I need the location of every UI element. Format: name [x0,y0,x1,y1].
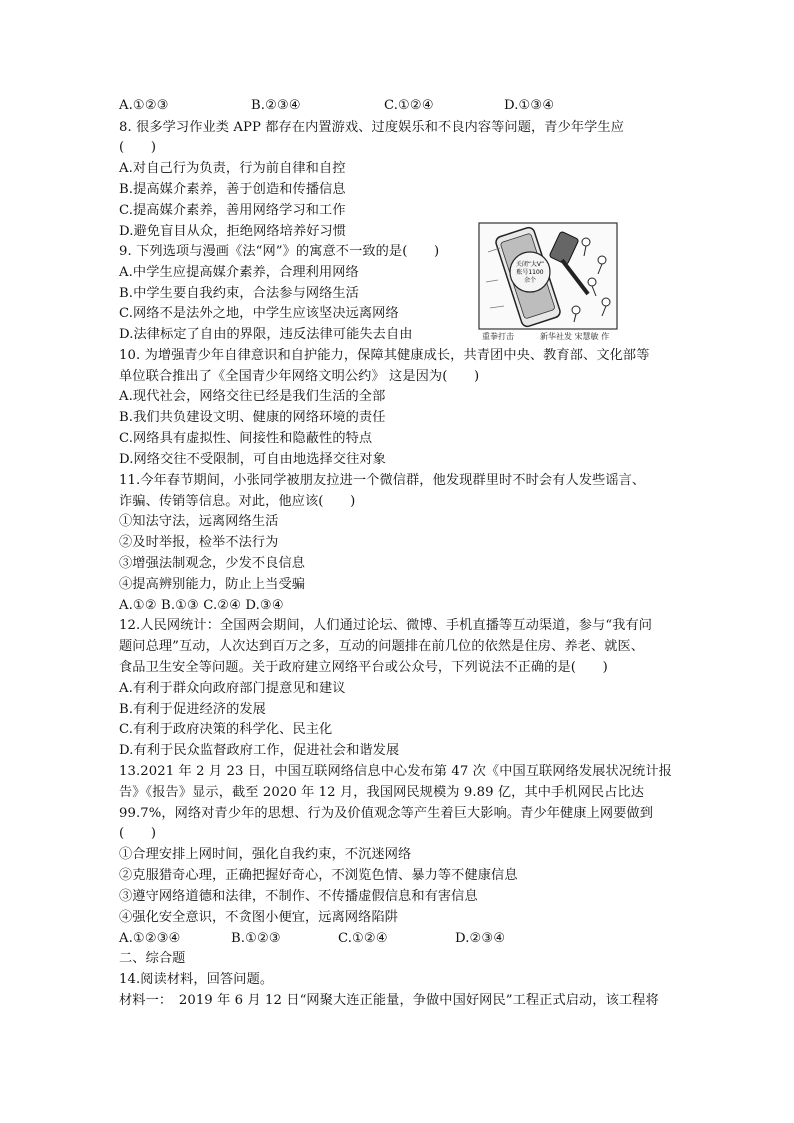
q13-item-2: ②克服猎奇心理，正确把握好奇心，不浏览色情、暴力等不健康信息 [119,868,518,883]
q12-option-a: A.有利于群众向政府部门提意见和建议 [119,681,346,696]
cartoon-caption-left: 重拳打击 [482,332,514,341]
q12-option-b: B.有利于促进经济的发展 [119,702,266,717]
q9-option-d: D.法律标定了自由的界限，违反法律可能失去自由 [119,327,413,342]
q11-stem-line2: 诈骗、传销等信息。对此，他应该( ) [119,494,356,509]
q7-option-c: C.①②④ [384,98,434,113]
q14-material1: 材料一： 2019 年 6 月 12 日“网聚大连正能量，争做中国好网民”工程正式启动，该工程将 [119,993,659,1008]
q14-stem: 14.阅读材料，回答问题。 [119,972,274,987]
q13-stem-line3: 99.7%，网络对青少年的思想、行为及价值观念等产生着巨大影响。青少年健康上网要做到 [119,806,654,821]
q11-item-2: ②及时举报，检举不法行为 [119,535,279,550]
q10-option-b: B.我们共负建设文明、健康的网络环境的责任 [119,410,386,425]
q8-blank: ( ) [119,140,157,155]
q8-option-c: C.提高媒介素养，善用网络学习和工作 [119,203,346,218]
cartoon-sign-line1: 关闭“大V” [515,261,545,268]
q13-blank: ( ) [119,826,157,841]
q8-option-b: B.提高媒介素养，善于创造和传播信息 [119,182,346,197]
q10-option-c: C.网络具有虚拟性、间接性和隐蔽性的特点 [119,431,373,446]
q11-item-3: ③增强法制观念，少发不良信息 [119,556,306,571]
q12-stem-line3: 食品卫生安全等问题。关于政府建立网络平台或公众号，下列说法不正确的是( ) [119,660,608,675]
q8-option-d: D.避免盲目从众，拒绝网络培养好习惯 [119,224,347,239]
cartoon-caption-right: 新华社发 宋慧敏 作 [540,332,610,341]
q8-option-a: A.对自己行为负责，行为前自律和自控 [119,161,346,176]
q13-item-4: ④强化安全意识，不贪图小便宜，远离网络陷阱 [119,910,399,925]
q13-stem-line2: 告》《报告》显示，截至 2020 年 12 月，我国网民规模为 9.89 亿，其中手机网民占比达 [119,785,645,800]
q7-option-d: D.①③④ [504,98,555,113]
q10-option-a: A.现代社会，网络交往已经是我们生活的全部 [119,389,386,404]
q7-option-b: B.②③④ [251,98,301,113]
q13-option-d: D.②③④ [455,931,506,946]
q12-option-c: C.有利于政府决策的科学化、民主化 [119,722,333,737]
q13-item-3: ③遵守网络道德和法律，不制作、不传播虚假信息和有害信息 [119,889,478,904]
q13-stem-line1: 13.2021 年 2 月 23 日，中国互联网络信息中心发布第 47 次《中国互联网络发展状况统计报 [119,764,672,779]
q9-option-a: A.中学生应提高媒介素养，合理利用网络 [119,265,359,280]
q9-option-c: C.网络不是法外之地，中学生应该坚决远离网络 [119,306,399,321]
q11-item-4: ④提高辨别能力，防止上当受骗 [119,577,306,592]
q9-stem: 9. 下列选项与漫画《法“网”》的寓意不一致的是( ) [119,244,440,259]
q10-option-d: D.网络交往不受限制，可自由地选择交往对象 [119,452,386,467]
q13-option-b: B.①②③ [231,931,281,946]
q12-stem-line1: 12.人民网统计：全国两会期间，人们通过论坛、微博、手机直播等互动渠道，参与“我有问 [119,618,653,633]
section-heading-comprehensive: 二、综合题 [119,951,186,966]
cartoon-fa-wang-image [478,222,618,340]
q9-option-b: B.中学生要自我约束，合法参与网络生活 [119,286,359,301]
q13-option-c: C.①②④ [338,931,388,946]
q12-stem-line2: 题问总理”互动，人次达到百万之多，互动的问题排在前几位的依然是住房、养老、就医、 [119,639,645,654]
q8-stem: 8. 很多学习作业类 APP 都存在内置游戏、过度娱乐和不良内容等问题，青少年学生应 [119,120,624,135]
q11-item-1: ①知法守法，远离网络生活 [119,514,279,529]
q7-option-a: A.①②③ [119,98,169,113]
q12-option-d: D.有利于民众监督政府工作，促进社会和谐发展 [119,743,400,758]
q11-stem-line1: 11.今年春节期间，小张同学被朋友拉进一个微信群，他发现群里时不时会有人发些谣言、 [119,473,646,488]
q13-option-a: A.①②③④ [119,931,181,946]
cartoon-sign-line3: 余个 [523,277,537,284]
q10-stem-line2: 单位联合推出了《全国青少年网络文明公约》 这是因为( ) [119,369,480,384]
cartoon-sign-line2: 账号1100 [516,269,544,276]
q11-options: A.①② B.①③ C.②④ D.③④ [119,598,284,613]
q13-item-1: ①合理安排上网时间，强化自我约束，不沉迷网络 [119,847,412,862]
q10-stem-line1: 10. 为增强青少年自律意识和自护能力，保障其健康成长，共青团中央、教育部、文化部等 [119,348,650,363]
